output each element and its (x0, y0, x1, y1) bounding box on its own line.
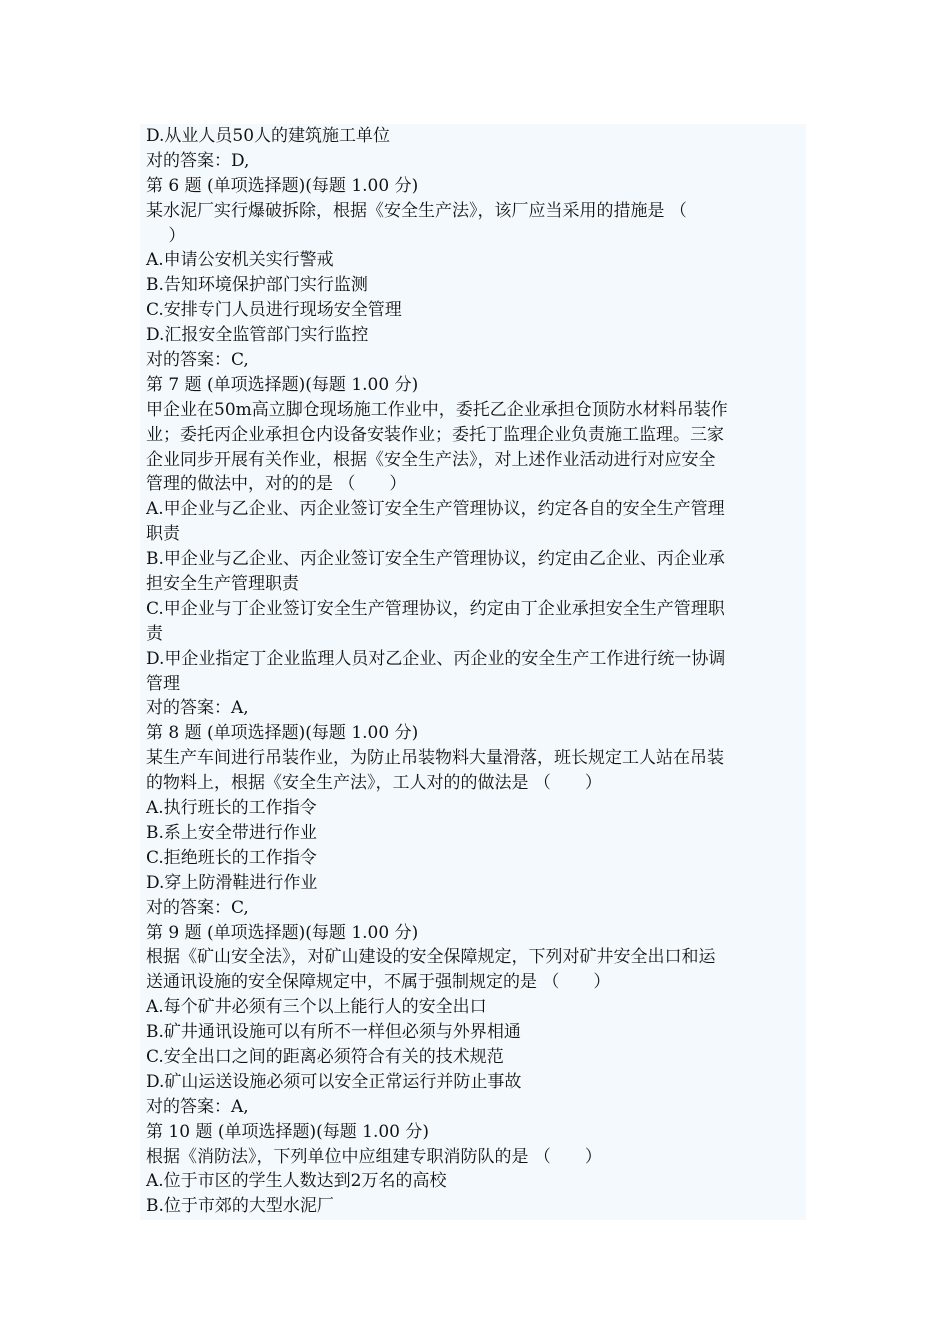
text-line: B.位于市郊的大型水泥厂 (146, 1196, 334, 1217)
text-line: 送通讯设施的安全保障规定中，不属于强制规定的是 （ ） (146, 972, 611, 993)
text-line: 职责 (146, 524, 180, 545)
text-line: A.甲企业与乙企业、丙企业签订安全生产管理协议，约定各自的安全生产管理 (146, 499, 725, 520)
text-line: 管理 (146, 673, 180, 694)
exam-content-block (140, 124, 806, 1220)
text-line: B.告知环境保护部门实行监测 (146, 275, 368, 296)
text-line: 企业同步开展有关作业，根据《安全生产法》，对上述作业活动进行对应安全 (146, 449, 716, 470)
text-line: A.执行班长的工作指令 (146, 798, 317, 819)
text-line: 甲企业在50m高立脚仓现场施工作业中，委托乙企业承担仓顶防水材料吊装作 (146, 399, 728, 420)
text-line: 对的答案：C, (146, 897, 249, 918)
text-line: 对的答案：A, (146, 1096, 249, 1117)
text-line: B.甲企业与乙企业、丙企业签订安全生产管理协议，约定由乙企业、丙企业承 (146, 549, 725, 570)
text-line: B.系上安全带进行作业 (146, 822, 317, 843)
text-line: 的物料上，根据《安全生产法》，工人对的的做法是 （ ） (146, 773, 602, 794)
text-line: 某水泥厂实行爆破拆除，根据《安全生产法》，该厂应当采用的措施是 （ (146, 200, 687, 221)
text-line: D.甲企业指定丁企业监理人员对乙企业、丙企业的安全生产工作进行统一协调 (146, 648, 726, 669)
text-line: D.穿上防滑鞋进行作业 (146, 872, 318, 893)
text-line: D.从业人员50人的建筑施工单位 (146, 126, 391, 146)
text-line: 第 6 题 (单项选择题)(每题 1.00 分) (146, 175, 419, 196)
exam-text-lines (146, 124, 806, 1219)
text-line: C.甲企业与丁企业签订安全生产管理协议，约定由丁企业承担安全生产管理职 (146, 598, 725, 619)
text-line: A.位于市区的学生人数达到2万名的高校 (146, 1171, 447, 1192)
text-line: A.每个矿井必须有三个以上能行人的安全出口 (146, 997, 487, 1018)
text-line: 担安全生产管理职责 (146, 574, 299, 595)
text-line: 第 8 题 (单项选择题)(每题 1.00 分) (146, 723, 419, 744)
text-line: 责 (146, 623, 163, 644)
text-line: D.矿山运送设施必须可以安全正常运行并防止事故 (146, 1071, 522, 1092)
text-line: 根据《矿山安全法》，对矿山建设的安全保障规定，下列对矿井安全出口和运 (146, 947, 716, 968)
text-line: 对的答案：C, (146, 350, 249, 371)
text-line: A.申请公安机关实行警戒 (146, 250, 334, 271)
text-line: 对的答案：D, (146, 150, 250, 171)
text-line: 第 7 题 (单项选择题)(每题 1.00 分) (146, 374, 419, 395)
text-line: 某生产车间进行吊装作业，为防止吊装物料大量滑落，班长规定工人站在吊装 (146, 748, 724, 769)
text-line: 业；委托丙企业承担仓内设备安装作业；委托丁监理企业负责施工监理。三家 (146, 424, 724, 445)
text-line: C.安排专门人员进行现场安全管理 (146, 300, 402, 321)
text-line: 第 10 题 (单项选择题)(每题 1.00 分) (146, 1121, 430, 1142)
text-line: 第 9 题 (单项选择题)(每题 1.00 分) (146, 922, 419, 943)
text-line: C.拒绝班长的工作指令 (146, 847, 317, 868)
text-line: 对的答案：A, (146, 698, 249, 719)
text-line: ） (146, 225, 186, 246)
text-line: 管理的做法中，对的的是 （ ） (146, 474, 407, 495)
text-line: B.矿井通讯设施可以有所不一样但必须与外界相通 (146, 1022, 521, 1043)
text-line: D.汇报安全监管部门实行监控 (146, 325, 369, 346)
text-line: 根据《消防法》，下列单位中应组建专职消防队的是 （ ） (146, 1146, 602, 1167)
text-line: C.安全出口之间的距离必须符合有关的技术规范 (146, 1046, 504, 1067)
